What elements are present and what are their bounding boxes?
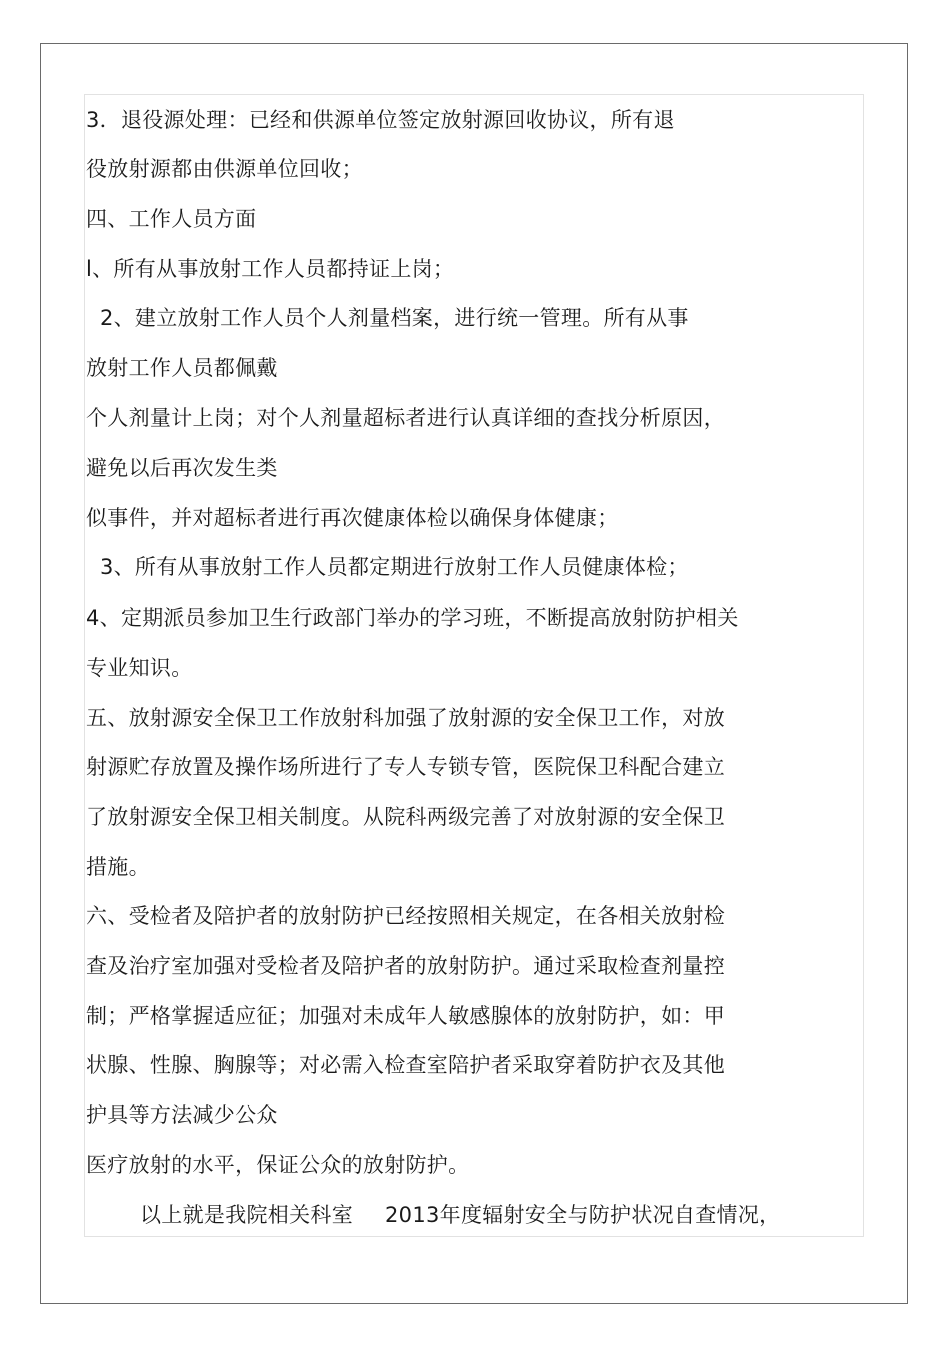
closing-text-part1: 以上就是我院相关科室 xyxy=(140,1203,353,1227)
text-line: 查及治疗室加强对受检者及陪护者的放射防护。通过采取检查剂量控 xyxy=(86,954,725,978)
text-line: 了放射源安全保卫相关制度。从院科两级完善了对放射源的安全保卫 xyxy=(86,805,725,829)
text-line: 制；严格掌握适应征；加强对未成年人敏感腺体的放射防护，如：甲 xyxy=(86,1004,725,1028)
text-line: 避免以后再次发生类 xyxy=(86,456,278,480)
text-line: 3、所有从事放射工作人员都定期进行放射工作人员健康体检； xyxy=(86,555,689,579)
section-heading: 四、工作人员方面 xyxy=(86,207,257,231)
text-line: 个人剂量计上岗；对个人剂量超标者进行认真详细的查找分析原因， xyxy=(86,406,725,430)
section-heading: 六、受检者及陪护者的放射防护已经按照相关规定，在各相关放射检 xyxy=(86,904,725,928)
text-line: 役放射源都由供源单位回收； xyxy=(86,157,363,181)
text-line: 状腺、性腺、胸腺等；对必需入检查室陪护者采取穿着防护衣及其他 xyxy=(86,1053,725,1077)
text-line: l、所有从事放射工作人员都持证上岗； xyxy=(86,257,455,281)
text-line: 放射工作人员都佩戴 xyxy=(86,356,278,380)
text-line: 2、建立放射工作人员个人剂量档案，进行统一管理。所有从事 xyxy=(86,306,689,330)
closing-line xyxy=(140,1202,780,1228)
text-line: 4、定期派员参加卫生行政部门举办的学习班，不断提高放射防护相关 xyxy=(86,606,739,630)
text-line: 措施。 xyxy=(86,855,150,879)
text-line: 3．退役源处理：已经和供源单位签定放射源回收协议，所有退 xyxy=(86,108,675,132)
section-heading: 五、放射源安全保卫工作放射科加强了放射源的安全保卫工作，对放 xyxy=(86,706,725,730)
text-line: 射源贮存放置及操作场所进行了专人专锁专管，医院保卫科配合建立 xyxy=(86,755,725,779)
text-line: 护具等方法减少公众 xyxy=(86,1103,278,1127)
text-line: 似事件，并对超标者进行再次健康体检以确保身体健康； xyxy=(86,506,619,530)
text-line: 医疗放射的水平，保证公众的放射防护。 xyxy=(86,1153,470,1177)
text-line: 专业知识。 xyxy=(86,656,193,680)
closing-text-part2: 2013年度辐射安全与防护状况自查情况， xyxy=(385,1203,781,1227)
